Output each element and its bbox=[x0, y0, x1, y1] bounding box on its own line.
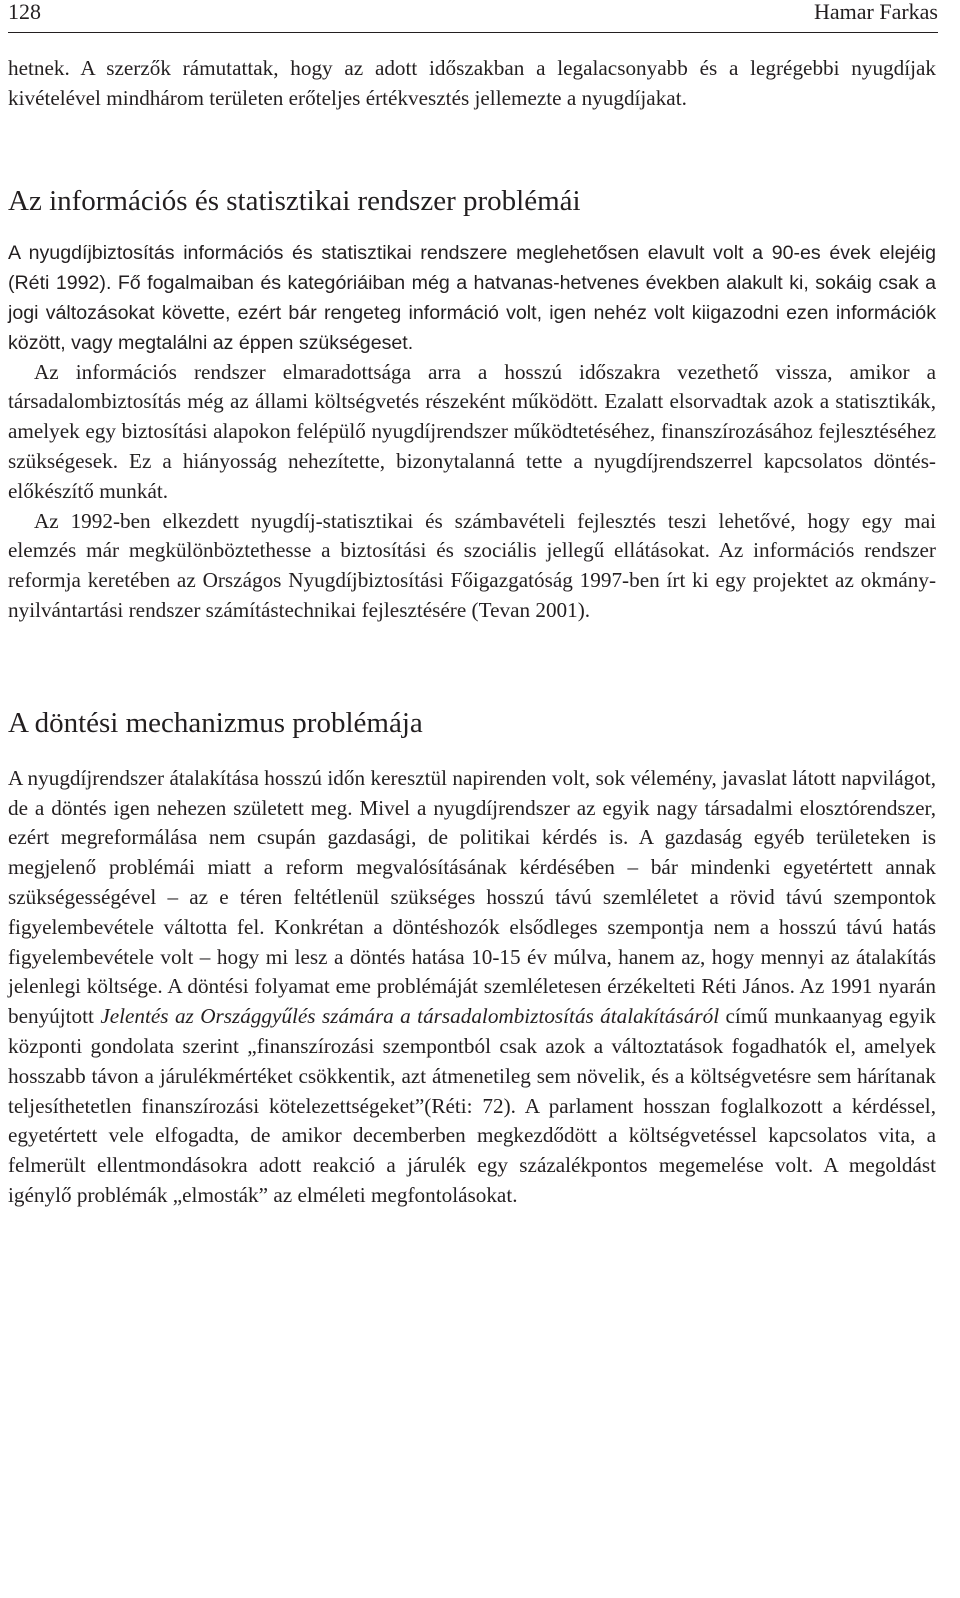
paragraph-section2-1 bbox=[8, 764, 936, 1211]
paragraph-section2-1-part-b: című munkaanyag egyik központi gondolata szerint „finanszírozási szempontból csak azok a változtatások fogadhatók el, amelyek hosszabb távon a járulékmértéket csökkentik, azt átmenetileg sem növelik, és a költségvetésre sem hárítanak teljesíthetetlen finanszírozási kötelezettségeket”(Réti: 72). A parlament hosszan foglalkozott a kérdéssel, egyetértett vele elfogadta, de amikor decemberben megkezdődött a költségvetéssel kapcsolatos vita, a felmerült ellentmondásokra adott reakció a járulék egy százalékpontos megemelése volt. A megoldást igénylő problémák „elmosták” az elméleti megfontolásokat. bbox=[8, 1004, 936, 1207]
running-head: Hamar Farkas bbox=[813, 0, 938, 24]
section-heading-information-system: Az információs és statisztikai rendszer problémái bbox=[8, 184, 581, 217]
paragraph-continuation: hetnek. A szerzők rámutattak, hogy az adott időszakban a legalacsonyabb és a legrégebbi nyugdíjak kivételével mindhárom területen erőteljes értékvesztés jellemezte a nyugdíjakat. bbox=[8, 56, 936, 110]
paragraph-section2-1-part-a: A nyugdíjrendszer átalakítása hosszú időn keresztül napirenden volt, sok vélemény, javaslat látott napvilágot, de a döntés igen nehezen született meg. Mivel a nyugdíjrendszer az egyik nagy társadalmi elosztórendszer, ezért megreformálása nem csupán gazdasági, de politikai kérdés is. A gazdaság egyéb területeken is megjelenő problémái miatt a reform megvalósításának kérdésében – bár mindenki egyetértett annak szükségességével – az e téren feltétlenül szükséges hosszú távú szemléletet a rövid távú szempontok figyelembevétele váltotta fel. Konkrétan a döntéshozók elsődleges szempontja nem a hosszú távú hatás figyelembevétele volt – hogy mi lesz a döntés hatása 10-15 év múlva, hanem az, hogy mennyi az átalakítás jelenlegi költsége. A döntési folyamat eme problémáját szemléletesen érzékelteti Réti János. Az 1991 nyarán benyújtott bbox=[8, 765, 936, 1029]
page-body bbox=[8, 54, 936, 1211]
page-header bbox=[8, 0, 938, 33]
page-number: 128 bbox=[8, 0, 41, 24]
section-heading-decision-mechanism: A döntési mechanizmus problémája bbox=[8, 706, 423, 739]
paragraph-section1-lead: A nyugdíjbiztosítás információs és statisztikai rendszere meglehetősen elavult volt a 90-es évek elejéig (Réti 1992). Fő fogalmaiban és kategóriáiban még a hatvanas-hetvenes években alakult ki, sokáig csak a jogi változásokat követte, ezért bár rengeteg információ volt, igen nehéz volt kiigazodni ezen információk között, vagy megtalálni az éppen szükségeset. bbox=[8, 241, 936, 354]
paragraph-section1-3: Az 1992-ben elkezdett nyugdíj-statisztikai és számbavételi fejlesztés teszi lehetővé, hogy egy mai elemzés már megkülönböztethesse a biztosítási és szociális jellegű ellátásokat. Az információs rendszer reformja keretében az Országos Nyugdíjbiztosítási Főigazgatóság 1997-ben írt ki egy projektet az okmány-nyilvántartási rendszer számítástechnikai fejlesztésére (Tevan 2001). bbox=[8, 508, 936, 622]
paragraph-section1-2: Az információs rendszer elmaradottsága arra a hosszú időszakra vezethető vissza, amikor a társadalombiztosítás még az állami költségvetés részeként működött. Ezalatt elsorvadtak azok a statisztikák, amelyek egy biztosítási alapokon felépülő nyugdíjrendszer működtetéséhez, finanszírozásához fejlesztéséhez szükségesek. Ez a hiányosság nehezítette, bizonytalanná tette a nyugdíjrendszerrel kapcsolatos döntés-előkészítő munkát. bbox=[8, 359, 936, 503]
report-title-italic: Jelentés az Országgyűlés számára a társadalombiztosítás átalakításáról bbox=[100, 1004, 720, 1029]
